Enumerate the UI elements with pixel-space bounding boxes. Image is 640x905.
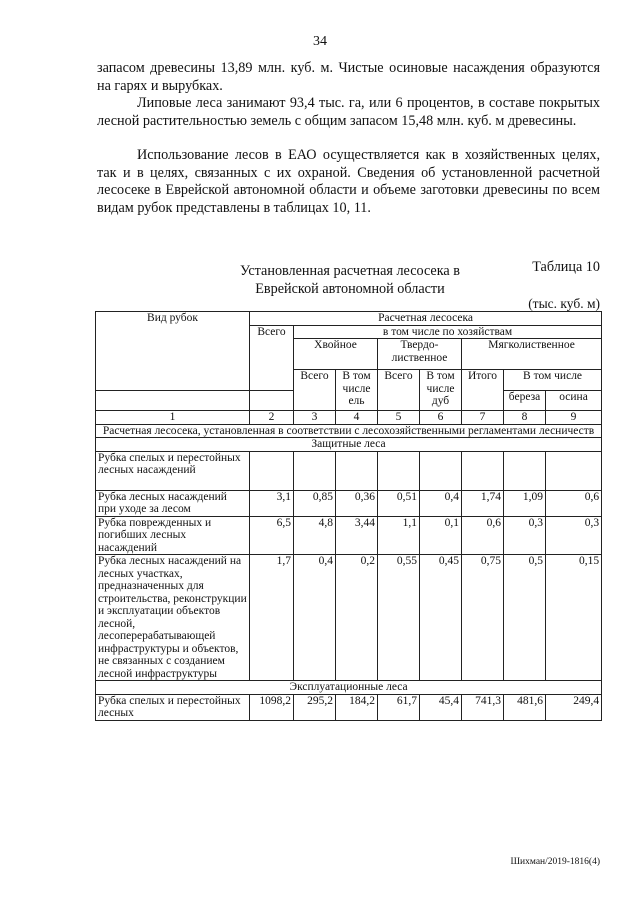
- column-number-row: [96, 411, 602, 425]
- cell-value: 0,15: [546, 555, 602, 681]
- header-coniferous: Хвойное: [294, 339, 378, 370]
- section-row-main: [96, 424, 602, 438]
- header-birch: береза: [504, 390, 546, 411]
- header-softwood: Мягколиственное: [462, 339, 602, 370]
- cell-value: 1,09: [504, 490, 546, 516]
- cell-value: 1,7: [250, 555, 294, 681]
- table-title: [200, 262, 500, 298]
- cell-value: 45,4: [420, 694, 462, 720]
- forest-cutting-table: [95, 311, 602, 721]
- header-incl-oak: В том числе дуб: [420, 370, 462, 411]
- column-number: 7: [462, 411, 504, 425]
- table-row: [96, 490, 602, 516]
- paragraph-2: Липовые леса занимают 93,4 тыс. га, или 6 процентов, в составе покрытых лесной растительностью земель с общим запасом 15,48 млн. куб. м древесины.: [97, 95, 600, 129]
- header-incl-spruce: В том числе ель: [336, 370, 378, 411]
- paragraph-3: Использование лесов в ЕАО осуществляется как в хозяйственных целях, так и в целях, связанных с их охраной. Сведения об установленной расчетной лесосеке в Еврейской автономной области и объеме заготовки древесины по всем видам рубок представлены в таблицах 10, 11.: [97, 147, 600, 216]
- row-name: Рубка лесных насаждений при уходе за лесом: [96, 490, 250, 516]
- cell-value: 0,55: [378, 555, 420, 681]
- cell-value: [462, 451, 504, 490]
- cell-value: 3,1: [250, 490, 294, 516]
- cell-value: 0,5: [504, 555, 546, 681]
- cell-value: 6,5: [250, 516, 294, 555]
- table-title-line-1: Установленная расчетная лесосека в: [240, 263, 460, 279]
- column-number: 9: [546, 411, 602, 425]
- cell-value: 0,85: [294, 490, 336, 516]
- cell-value: 0,1: [420, 516, 462, 555]
- cell-value: 0,3: [504, 516, 546, 555]
- row-name: Рубка поврежденных и погибших лесных насаждений: [96, 516, 250, 555]
- cell-value: 3,44: [336, 516, 378, 555]
- cell-value: [250, 451, 294, 490]
- header-aspen: осина: [546, 390, 602, 411]
- cell-value: 0,4: [420, 490, 462, 516]
- cell-value: 1098,2: [250, 694, 294, 720]
- cell-value: [336, 451, 378, 490]
- header-row-1: [96, 312, 602, 326]
- cell-value: [378, 451, 420, 490]
- cell-value: 0,6: [546, 490, 602, 516]
- table-row: [96, 516, 602, 555]
- cell-value: 0,45: [420, 555, 462, 681]
- table-row: [96, 451, 602, 490]
- section-row-protective: [96, 438, 602, 452]
- row-name: Рубка спелых и перестойных лесных: [96, 694, 250, 720]
- section-exploitation-forests: Эксплуатационные леса: [96, 681, 602, 695]
- cell-value: 1,1: [378, 516, 420, 555]
- header-hardwood: Твердо-лиственное: [378, 339, 462, 370]
- table-title-line-2: Еврейской автономной области: [255, 281, 445, 297]
- column-number: 4: [336, 411, 378, 425]
- header-softwood-total: Итого: [462, 370, 504, 411]
- column-number: 6: [420, 411, 462, 425]
- cell-value: 0,36: [336, 490, 378, 516]
- header-incl: В том числе: [504, 370, 602, 391]
- cell-value: 184,2: [336, 694, 378, 720]
- cell-value: 0,2: [336, 555, 378, 681]
- header-hardwood-total: Всего: [378, 370, 420, 411]
- cell-value: 0,75: [462, 555, 504, 681]
- header-calc-area: Расчетная лесосека: [250, 312, 602, 326]
- cell-value: [504, 451, 546, 490]
- cell-value: [420, 451, 462, 490]
- cell-value: 249,4: [546, 694, 602, 720]
- section-row-exploitation: [96, 681, 602, 695]
- header-coniferous-total: Всего: [294, 370, 336, 411]
- row-name: Рубка спелых и перестойных лесных насаждений: [96, 451, 250, 490]
- document-footer-code: Шихман/2019-1816(4): [510, 857, 600, 867]
- paragraph-1: запасом древесины 13,89 млн. куб. м. Чистые осиновые насаждения образуются на гарях и вырубках.: [97, 60, 600, 94]
- column-number: 3: [294, 411, 336, 425]
- page-number: 34: [313, 34, 327, 49]
- header-total: Всего: [250, 325, 294, 390]
- cell-value: 0,6: [462, 516, 504, 555]
- cell-value: 741,3: [462, 694, 504, 720]
- row-name: Рубка лесных насаждений на лесных участках, предназначенных для строительства, реконструкции и эксплуатации объектов лесной, лесоперерабатывающей инфраструктуры и объектов, не связанных с созданием лесной инфраструктуры: [96, 555, 250, 681]
- cell-value: 1,74: [462, 490, 504, 516]
- section-protective-forests: Защитные леса: [96, 438, 602, 452]
- cell-value: 4,8: [294, 516, 336, 555]
- cell-value: 0,3: [546, 516, 602, 555]
- cell-value: 0,4: [294, 555, 336, 681]
- column-number: 2: [250, 411, 294, 425]
- table-row: [96, 555, 602, 681]
- cell-value: [546, 451, 602, 490]
- section-calc-area-by-regulations: Расчетная лесосека, установленная в соответствии с лесохозяйственными регламентами лесничеств: [96, 424, 602, 438]
- table-row: [96, 694, 602, 720]
- cell-value: 61,7: [378, 694, 420, 720]
- header-by-farm: в том числе по хозяйствам: [294, 325, 602, 339]
- header-cutting-type: Вид рубок: [96, 312, 250, 391]
- cell-value: 0,51: [378, 490, 420, 516]
- cell-value: 481,6: [504, 694, 546, 720]
- table-caption: Таблица 10: [532, 259, 600, 275]
- column-number: 8: [504, 411, 546, 425]
- table-units: (тыс. куб. м): [528, 296, 600, 311]
- column-number: 5: [378, 411, 420, 425]
- column-number: 1: [96, 411, 250, 425]
- cell-value: 295,2: [294, 694, 336, 720]
- cell-value: [294, 451, 336, 490]
